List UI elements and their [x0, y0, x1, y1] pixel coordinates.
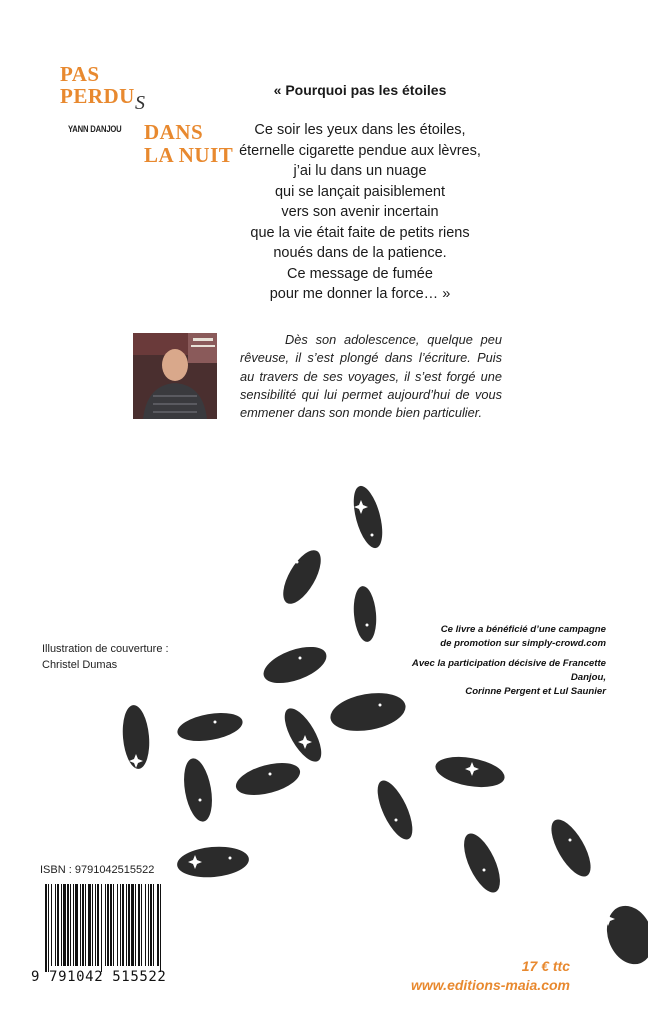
illustration-label: Illustration de couverture : — [42, 643, 169, 655]
barcode-bar — [160, 884, 161, 972]
barcode-bar — [113, 884, 114, 966]
title-line-pas: PAS — [60, 62, 100, 86]
campaign-line-2a: Avec la participation décisive de Francette Danjou, — [411, 658, 606, 683]
barcode-bar — [45, 884, 47, 972]
poem-line: vers son avenir incertain — [281, 204, 439, 220]
barcode-bar — [48, 884, 49, 972]
campaign-line-1a: Ce livre a bénéficié d’une campagne — [440, 624, 606, 635]
campaign-line-1b: de promotion sur simply-crowd.com — [440, 638, 606, 649]
footprint — [180, 756, 217, 824]
barcode-bar — [61, 884, 62, 966]
title-line-la-nuit: LA NUIT — [144, 143, 234, 167]
barcode-bar — [57, 884, 59, 966]
footprint — [457, 829, 508, 898]
barcode-bar — [63, 884, 66, 966]
barcode-bar — [82, 884, 84, 966]
barcode-bar — [120, 884, 121, 966]
barcode-bar — [75, 884, 78, 966]
barcode-bar — [153, 884, 154, 966]
footprint — [599, 899, 648, 970]
poem-line: Ce soir les yeux dans les étoiles, — [254, 122, 466, 138]
barcode — [39, 879, 167, 979]
footprint — [175, 708, 245, 745]
barcode-bar — [101, 884, 102, 972]
campaign-line-2b: Corinne Pergent et Lul Saunier — [465, 686, 606, 697]
barcode-bar — [107, 884, 109, 966]
barcode-bar — [131, 884, 134, 966]
title-line-perdu: PERDU — [60, 84, 135, 108]
barcode-bar — [85, 884, 86, 966]
author-name: YANN DANJOU — [68, 124, 122, 134]
barcode-bar — [97, 884, 99, 966]
website-link[interactable]: www.editions-maia.com — [411, 977, 570, 993]
barcode-bar — [150, 884, 152, 966]
barcode-bar — [80, 884, 81, 966]
barcode-bar — [92, 884, 93, 966]
barcode-bar — [157, 884, 159, 966]
isbn-label: ISBN : 9791042515522 — [40, 864, 155, 876]
poem-line: qui se lançait paisiblement — [274, 183, 446, 200]
title-line-dans: DANS — [144, 120, 204, 144]
barcode-bar — [126, 884, 127, 966]
barcode-bar — [148, 884, 149, 966]
poem-line: que la vie était faite de petits riens — [250, 224, 470, 241]
barcode-bar — [105, 884, 106, 966]
barcode-bar — [73, 884, 74, 966]
barcode-bar — [117, 884, 118, 966]
barcode-bar — [51, 884, 52, 966]
barcode-bar — [67, 884, 69, 966]
footprint — [352, 585, 379, 643]
campaign-note — [390, 623, 606, 705]
barcode-bar — [138, 884, 140, 966]
poem-title: « Pourquoi pas les étoiles — [273, 82, 447, 98]
footprint — [371, 776, 420, 844]
barcode-bar — [128, 884, 130, 966]
author-bio: Dès son adolescence, quelque peu rêveuse, il s’est plongé dans l’écriture. Puis au travers de ses voyages, il s’est forgé une sensibilité qui lui permet aujourd’hui de vous emmener dans son monde bien particulier. — [240, 332, 502, 421]
footprint — [276, 545, 329, 610]
illustration-credit — [42, 641, 169, 673]
footprint — [544, 814, 599, 882]
barcode-bar — [122, 884, 124, 966]
barcode-bar — [145, 884, 146, 966]
poem-line: j’ai lu dans un nuage — [293, 163, 427, 179]
barcode-bar — [55, 884, 56, 966]
barcode-digits: 9 791042 515522 — [31, 969, 167, 985]
poem-line: noués dans de la patience. — [273, 245, 447, 261]
footprint — [348, 483, 388, 551]
barcode-bar — [141, 884, 142, 966]
footprint — [433, 752, 507, 792]
barcode-bar — [88, 884, 91, 966]
barcode-bar — [135, 884, 136, 966]
barcode-bar — [110, 884, 112, 966]
poem-line: pour me donner la force… » — [269, 286, 451, 302]
illustration-name: Christel Dumas — [42, 659, 118, 671]
footprint — [259, 640, 331, 691]
poem-line: éternelle cigarette pendue aux lèvres, — [239, 142, 481, 159]
footprint — [233, 757, 304, 801]
footprint — [278, 703, 329, 767]
price: 17 € ttc — [521, 958, 570, 974]
title-letter-s: S — [135, 92, 145, 114]
barcode-bar — [70, 884, 71, 966]
poem-line: Ce message de fumée — [287, 265, 433, 282]
footprint — [176, 844, 250, 880]
barcode-bar — [95, 884, 96, 966]
